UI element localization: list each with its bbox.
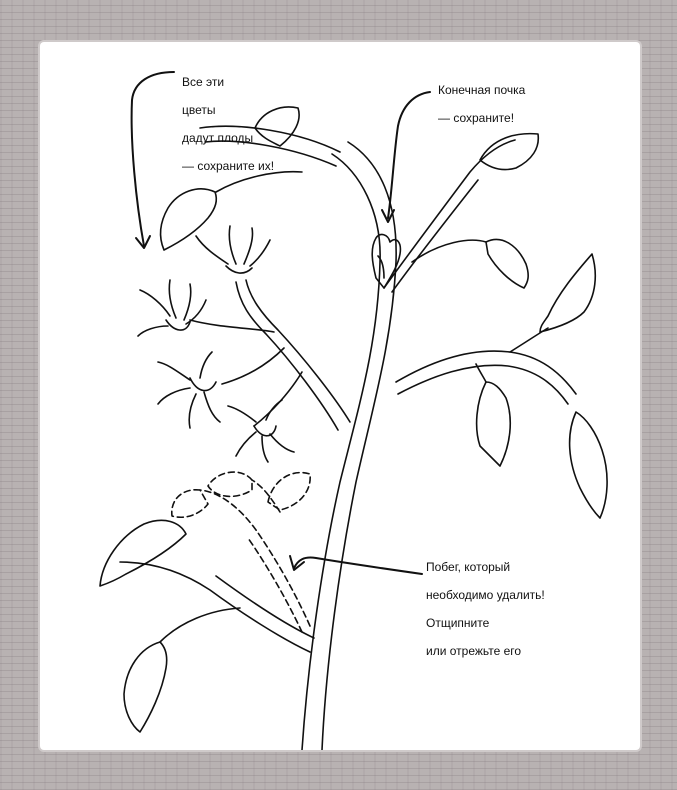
diagram-card	[40, 42, 640, 750]
lower-left-branch	[120, 562, 310, 652]
main-stem	[302, 154, 380, 750]
flower-3	[158, 352, 220, 428]
label-flowers-line-1: Все эти	[182, 75, 225, 89]
right-branch-lower	[396, 351, 576, 394]
arrow-bud	[388, 92, 430, 218]
label-flowers-line-2: цветы	[182, 103, 216, 117]
main-stem-outline	[322, 142, 396, 750]
leaf-hanging-2	[570, 412, 607, 518]
label-flowers	[182, 61, 322, 187]
flower-truss-stem	[236, 282, 338, 430]
label-flowers-line-4: — сохраните их!	[182, 159, 275, 173]
flower-4	[228, 400, 294, 462]
leaf-right-large	[540, 254, 595, 332]
arrow-shoot	[294, 557, 422, 574]
label-shoot-line-2: необходимо удалить!	[426, 588, 545, 602]
label-shoot-line-1: Побег, который	[426, 560, 511, 574]
flower-2	[138, 280, 206, 336]
leaf-lower-left-top	[100, 520, 186, 586]
leaf-lower-left-bottom	[124, 642, 167, 732]
flower-1	[196, 226, 270, 273]
label-terminal-bud	[438, 69, 558, 139]
label-shoot-line-3: Отщипните	[426, 616, 490, 630]
label-shoot-line-4: или отрежьте его	[426, 644, 522, 658]
dashed-leaf-1	[172, 490, 208, 517]
dashed-leaf-3	[268, 473, 310, 510]
side-shoot-dashed	[172, 472, 310, 632]
label-shoot	[426, 546, 606, 672]
label-bud-line-2: — сохраните!	[438, 111, 515, 125]
arrow-flowers	[132, 72, 174, 246]
label-flowers-line-3: дадут плоды	[182, 131, 254, 145]
leaf-upper-left	[161, 189, 217, 250]
dashed-leaf-2	[208, 472, 252, 496]
leaf-top-right	[480, 134, 538, 170]
leaf-right-mid	[486, 239, 528, 288]
label-bud-line-1: Конечная почка	[438, 83, 526, 97]
leaf-hanging-1	[477, 382, 511, 466]
